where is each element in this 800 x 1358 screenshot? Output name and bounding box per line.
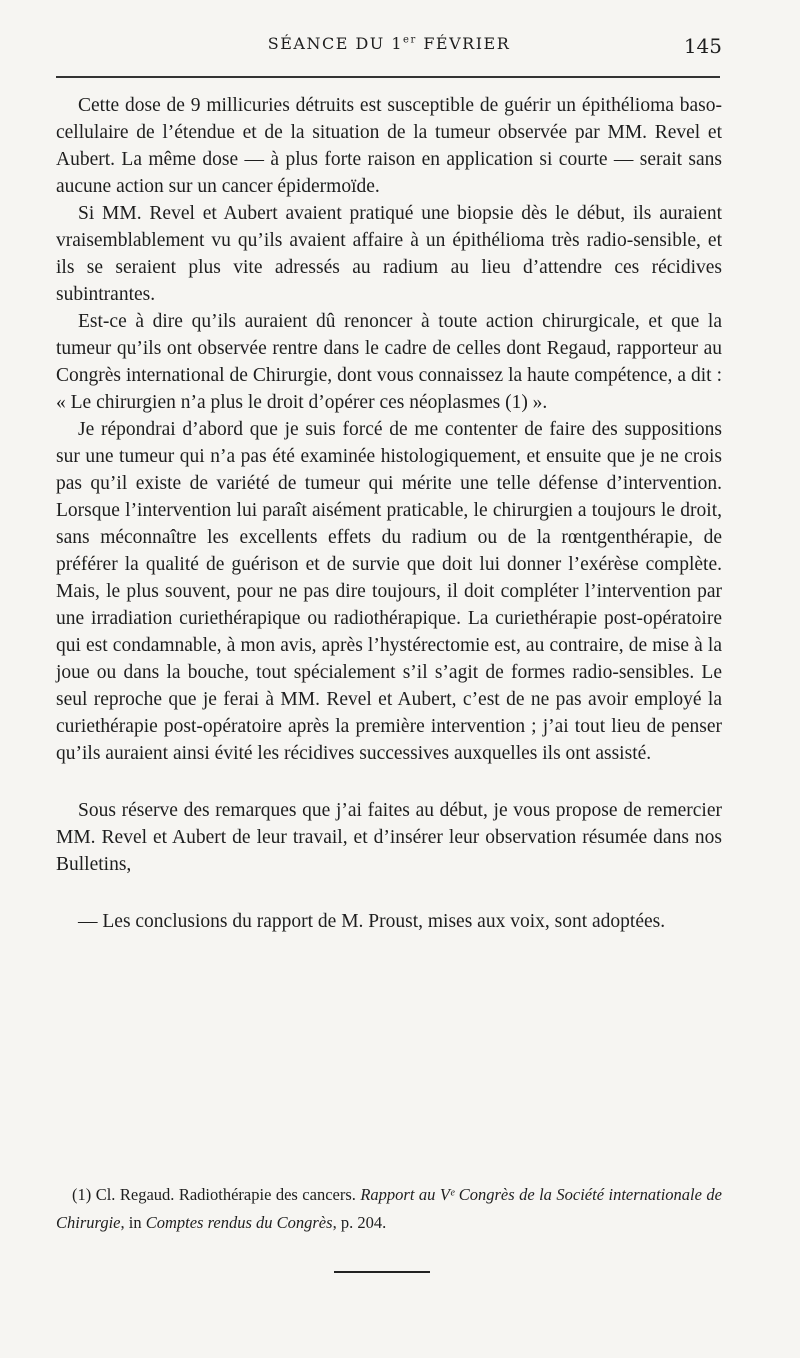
- paragraph-5: Sous réserve des remarques que j’ai faites au début, je vous propose de remercier MM. Revel et Aubert de leur travail, et d’insérer leur observation résumée dans nos Bulletins,: [56, 800, 722, 875]
- footnote-part-4: Comptes rendus du Congrès: [145, 1213, 333, 1232]
- page-header: [56, 34, 722, 62]
- footnote-part-2: Rapport au Vᵉ Congrès de la Société internationale de Chirurgie: [56, 1185, 722, 1232]
- footnote: [56, 1181, 722, 1237]
- paragraph-1: Cette dose de 9 millicuries détruits est susceptible de guérir un épithélioma baso-cellulaire de l’étendue et de la situation de la tumeur observée par MM. Revel et Aubert. La même dose — à plus forte raison en application si courte — serait sans aucune action sur un cancer épidermoïde.: [56, 95, 722, 197]
- footnote-part-1: (1) Cl. Regaud. Radiothérapie des cancers.: [72, 1185, 361, 1204]
- bottom-divider: [334, 1271, 430, 1273]
- running-title: [56, 34, 722, 53]
- footnote-part-5: , p. 204.: [332, 1213, 387, 1232]
- body-text: [56, 92, 722, 935]
- paragraph-6: — Les conclusions du rapport de M. Proust, mises aux voix, sont adoptées.: [78, 911, 666, 932]
- page-number: 145: [683, 34, 722, 58]
- running-title-prefix: SÉANCE DU 1: [267, 34, 404, 53]
- paragraph-4: Je répondrai d’abord que je suis forcé de me contenter de faire des suppositions sur une tumeur qui n’a pas été examinée histologiquement, et ensuite que je ne crois pas qu’il existe de variété de tumeur qui mérite une telle défense d’intervention. Lorsque l’intervention lui paraît aisément praticable, le chirurgien a toujours le droit, sans méconnaître les excellents effets du radium ou de la rœntgenthérapie, de préférer la qualité de guérison et de survie que doit lui donner l’exérèse complète. Mais, le plus souvent, pour ne pas dire toujours, il doit compléter l’intervention par une irradiation curiethérapique ou radiothérapique. La curiethérapie post-opératoire qui est condamnable, à mon avis, après l’hystérectomie est, au contraire, de mise à la joue ou dans la bouche, tout spécialement s’il s’agit de formes radio-sensibles. Le seul reproche que je ferai à MM. Revel et Aubert, c’est de ne pas avoir employé la curiethérapie post-opératoire après la première intervention ; j’ai tout lieu de penser qu’ils auraient ainsi évité les récidives successives auxquelles ils ont assisté.: [56, 419, 722, 764]
- running-title-superscript: er: [403, 34, 417, 46]
- header-divider: [56, 76, 720, 78]
- running-title-suffix: FÉVRIER: [416, 34, 511, 53]
- footnote-part-3: , in: [120, 1213, 146, 1232]
- footnote-text: [56, 1181, 722, 1237]
- paragraph-3: Est-ce à dire qu’ils auraient dû renoncer à toute action chirurgicale, et que la tumeur qu’ils ont observée rentre dans le cadre de celles dont Regaud, rapporteur au Congrès international de Chirurgie, dont vous connaissez la haute compétence, a dit : « Le chirurgien n’a plus le droit d’opérer ces néoplasmes (1) ».: [56, 311, 722, 413]
- paragraph-2: Si MM. Revel et Aubert avaient pratiqué une biopsie dès le début, ils auraient vraisemblablement vu qu’ils avaient affaire à un épithélioma très radio-sensible, et ils se seraient plus vite adressés au radium au lieu d’attendre ces récidives subintrantes.: [56, 203, 722, 305]
